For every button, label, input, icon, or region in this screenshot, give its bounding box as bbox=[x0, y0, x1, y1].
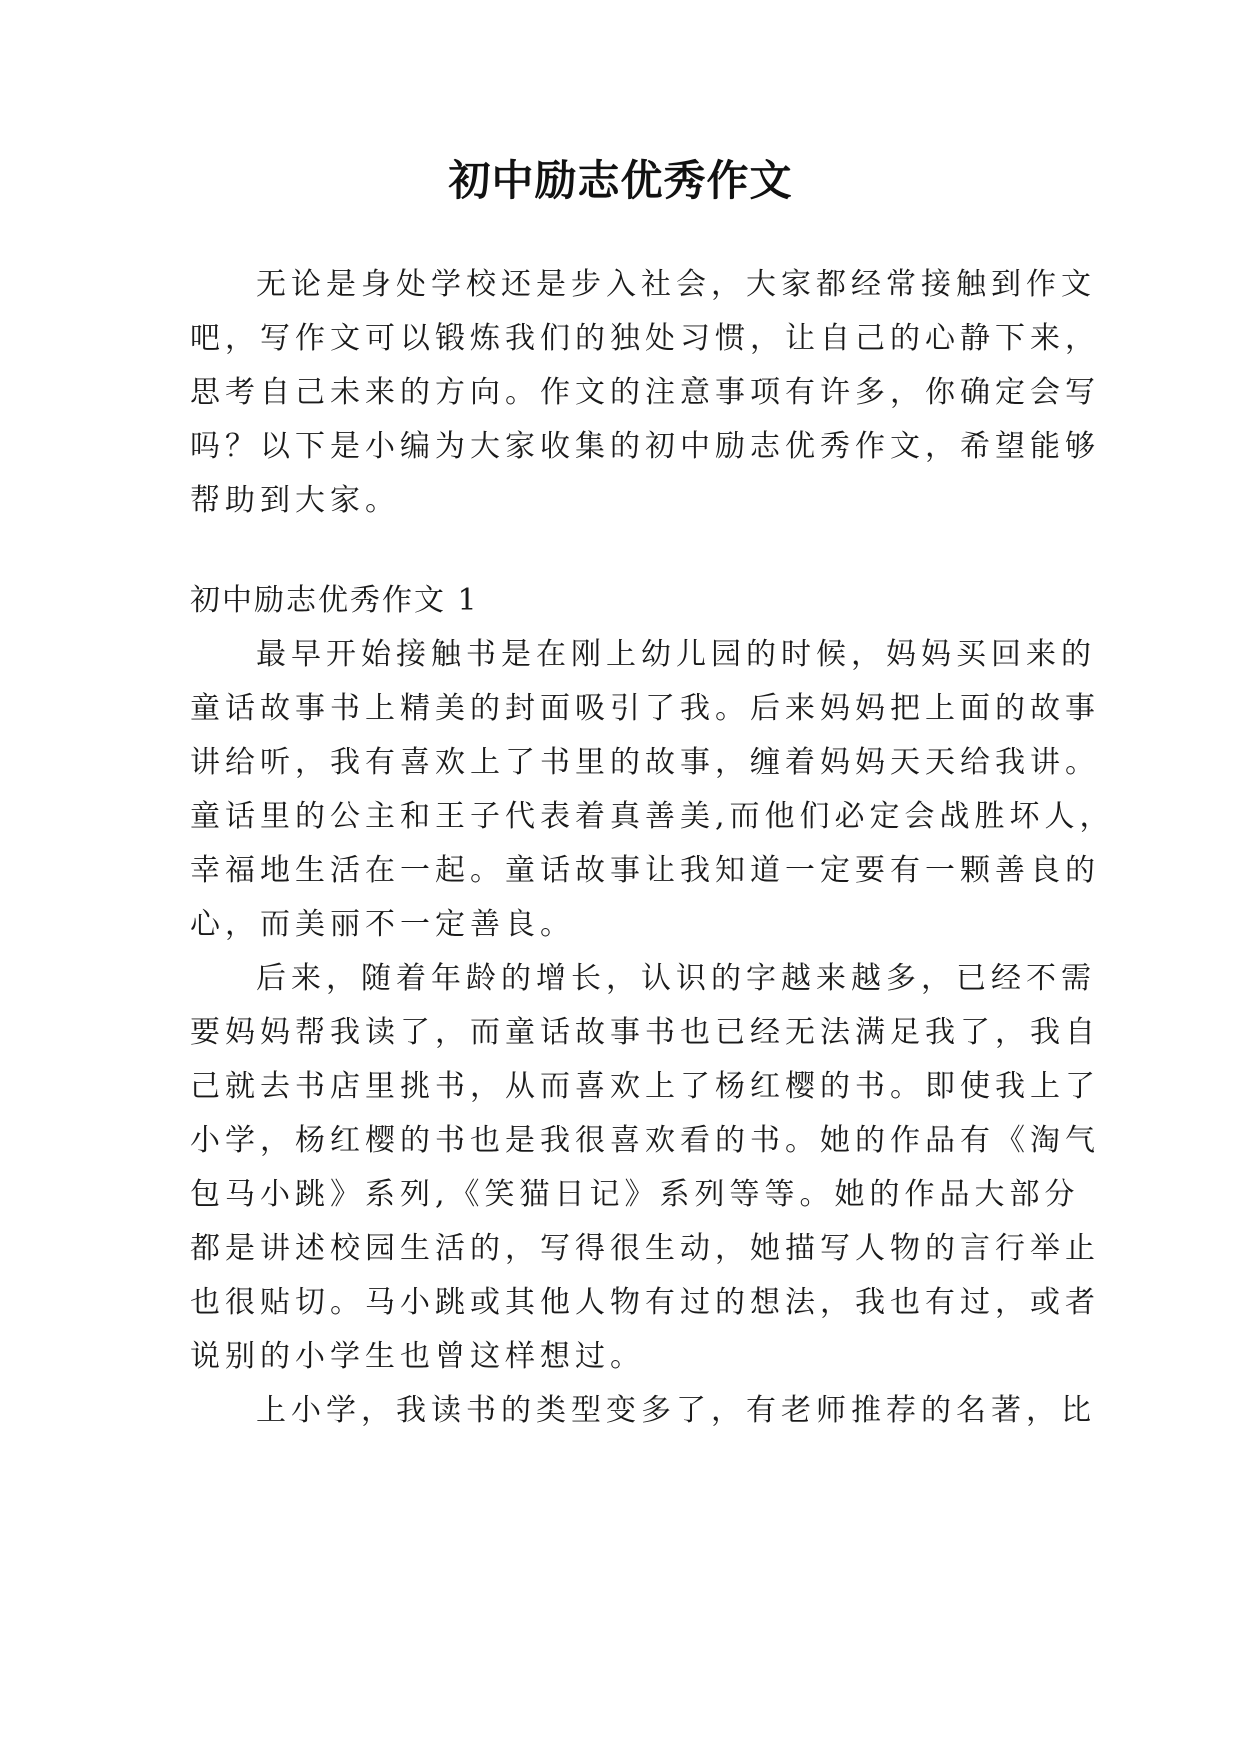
intro-line: 思考自己未来的方向。作文的注意事项有许多，你确定会写 bbox=[190, 375, 1100, 410]
paragraph2-line: 小学，杨红樱的书也是我很喜欢看的书。她的作品有《淘气 bbox=[190, 1123, 1100, 1158]
section-heading: 初中励志优秀作文 1 bbox=[190, 583, 479, 618]
paragraph1-line: 讲给听，我有喜欢上了书里的故事，缠着妈妈天天给我讲。 bbox=[190, 745, 1100, 780]
intro-line: 帮助到大家。 bbox=[190, 483, 400, 518]
intro-line: 吗？以下是小编为大家收集的初中励志优秀作文，希望能够 bbox=[190, 429, 1100, 464]
paragraph1-line: 童话里的公主和王子代表着真善美,而他们必定会战胜坏人， bbox=[190, 799, 1115, 834]
paragraph1-line: 童话故事书上精美的封面吸引了我。后来妈妈把上面的故事 bbox=[190, 691, 1100, 726]
paragraph2-line: 包马小跳》系列,《笑猫日记》系列等等。她的作品大部分 bbox=[190, 1177, 1080, 1212]
paragraph2-line: 要妈妈帮我读了，而童话故事书也已经无法满足我了，我自 bbox=[190, 1015, 1100, 1050]
intro-line: 无论是身处学校还是步入社会，大家都经常接触到作文 bbox=[256, 267, 1096, 302]
paragraph2-line: 后来，随着年龄的增长，认识的字越来越多，已经不需 bbox=[256, 961, 1096, 996]
document-title: 初中励志优秀作文 bbox=[448, 156, 793, 205]
paragraph2-line: 都是讲述校园生活的，写得很生动，她描写人物的言行举止 bbox=[190, 1231, 1100, 1266]
paragraph3-line: 上小学，我读书的类型变多了，有老师推荐的名著，比 bbox=[256, 1393, 1096, 1428]
paragraph1-line: 心，而美丽不一定善良。 bbox=[190, 907, 575, 942]
paragraph2-line: 己就去书店里挑书，从而喜欢上了杨红樱的书。即使我上了 bbox=[190, 1069, 1100, 1104]
paragraph2-line: 说别的小学生也曾这样想过。 bbox=[190, 1339, 645, 1374]
intro-line: 吧，写作文可以锻炼我们的独处习惯，让自己的心静下来， bbox=[190, 321, 1100, 356]
paragraph2-line: 也很贴切。马小跳或其他人物有过的想法，我也有过，或者 bbox=[190, 1285, 1100, 1320]
paragraph1-line: 最早开始接触书是在刚上幼儿园的时候，妈妈买回来的 bbox=[256, 637, 1096, 672]
paragraph1-line: 幸福地生活在一起。童话故事让我知道一定要有一颗善良的 bbox=[190, 853, 1100, 888]
